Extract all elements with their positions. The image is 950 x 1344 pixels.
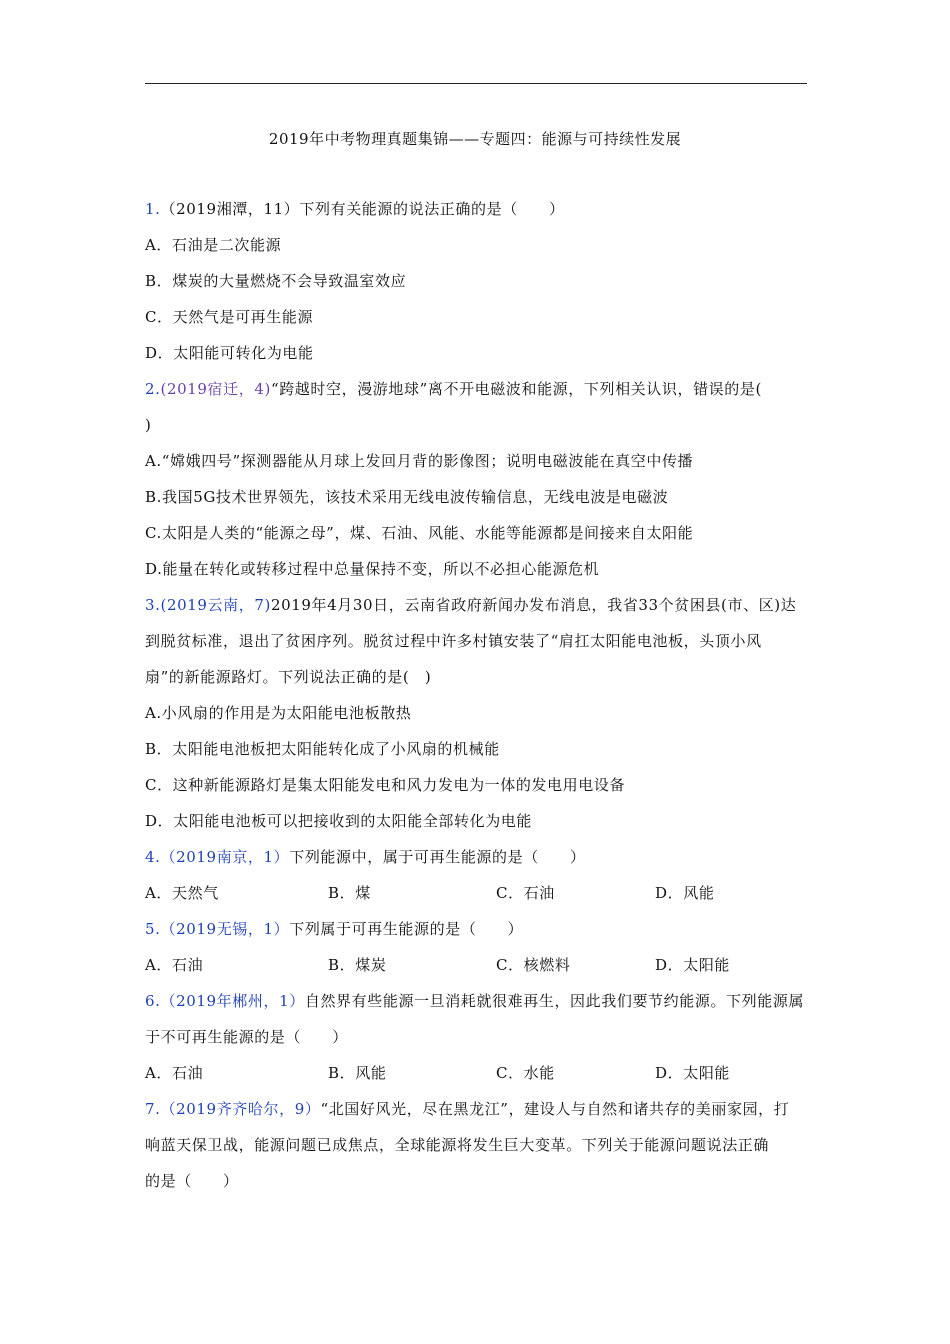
question-source: （2019无锡，1） [160, 920, 290, 938]
options-row [145, 1062, 807, 1098]
question-1-stem [145, 198, 807, 234]
header-rule [145, 83, 807, 84]
option: B.我国5G技术世界领先，该技术采用无线电波传输信息，无线电波是电磁波 [145, 488, 669, 506]
option: B．煤 [328, 884, 371, 902]
question-source: （2019南京，1） [160, 848, 290, 866]
option: A.小风扇的作用是为太阳能电池板散热 [145, 704, 412, 722]
option: A．天然气 [145, 884, 219, 902]
question-number: 3. [145, 596, 161, 614]
options-row [145, 954, 807, 990]
option: D．风能 [655, 884, 715, 902]
option: D.能量在转化或转移过程中总量保持不变，所以不必担心能源危机 [145, 560, 600, 578]
question-text: 2019年4月30日，云南省政府新闻办发布消息，我省33个贫困县(市、区)达 [270, 596, 797, 614]
question-number: 7. [145, 1100, 161, 1118]
question-text: “跨越时空，漫游地球”离不开电磁波和能源，下列相关认识，错误的是( [270, 380, 762, 398]
option: C．这种新能源路灯是集太阳能发电和风力发电为一体的发电用电设备 [145, 776, 626, 794]
option: B．太阳能电池板把太阳能转化成了小风扇的机械能 [145, 740, 500, 758]
question-5-stem [145, 918, 807, 954]
question-3-stem [145, 594, 807, 630]
option: C.太阳是人类的“能源之母”，煤、石油、风能、水能等能源都是间接来自太阳能 [145, 524, 694, 542]
question-source: (2019宿迁，4) [160, 380, 271, 398]
question-text: 自然界有些能源一旦消耗就很难再生，因此我们要节约能源。下列能源属 [304, 992, 805, 1010]
option: A．石油是二次能源 [145, 236, 282, 254]
option: C．核燃料 [496, 956, 571, 974]
question-text-continued: ) [145, 416, 152, 434]
question-number: 4. [145, 848, 161, 866]
question-source: (2019云南，7) [160, 596, 271, 614]
question-number: 2. [145, 380, 161, 398]
page-title: 2019年中考物理真题集锦——专题四：能源与可持续性发展 [268, 130, 682, 148]
question-text: “北国好风光，尽在黑龙江”，建设人与自然和诸共存的美丽家园，打 [320, 1100, 790, 1118]
option: C．水能 [496, 1064, 555, 1082]
question-4-stem [145, 846, 807, 882]
question-text: 下列有关能源的说法正确的是（ ） [299, 200, 565, 218]
question-6-stem [145, 990, 807, 1026]
option: D．太阳能 [655, 956, 731, 974]
option: A．石油 [145, 956, 204, 974]
question-source: （2019齐齐哈尔，9） [160, 1100, 321, 1118]
question-list [145, 198, 807, 1206]
question-source: （2019年郴州，1） [160, 992, 305, 1010]
question-text-continued: 的是（ ） [145, 1172, 239, 1190]
question-text-continued: 扇”的新能源路灯。下列说法正确的是( ) [145, 668, 432, 686]
option: A.“嫦娥四号”探测器能从月球上发回月背的影像图；说明电磁波能在真空中传播 [145, 452, 694, 470]
question-text-continued: 于不可再生能源的是（ ） [145, 1028, 348, 1046]
question-number: 5. [145, 920, 161, 938]
question-text: 下列能源中，属于可再生能源的是（ ） [289, 848, 586, 866]
options-row [145, 882, 807, 918]
question-source: （2019湘潭，11） [160, 200, 300, 218]
option: A．石油 [145, 1064, 204, 1082]
question-number: 1. [145, 200, 161, 218]
option: C．天然气是可再生能源 [145, 308, 314, 326]
option: C．石油 [496, 884, 555, 902]
option: D．太阳能电池板可以把接收到的太阳能全部转化为电能 [145, 812, 533, 830]
option: D．太阳能 [655, 1064, 731, 1082]
question-2-stem [145, 378, 807, 414]
option: B．煤炭的大量燃烧不会导致温室效应 [145, 272, 407, 290]
question-number: 6. [145, 992, 161, 1010]
question-7-stem [145, 1098, 807, 1134]
option: B．风能 [328, 1064, 387, 1082]
option: B．煤炭 [328, 956, 387, 974]
question-text-continued: 响蓝天保卫战，能源问题已成焦点，全球能源将发生巨大变革。下列关于能源问题说法正确 [145, 1136, 770, 1154]
option: D．太阳能可转化为电能 [145, 344, 314, 362]
question-text: 下列属于可再生能源的是（ ） [289, 920, 524, 938]
question-text-continued: 到脱贫标准，退出了贫困序列。脱贫过程中许多村镇安装了“肩扛太阳能电池板，头顶小风 [145, 632, 762, 650]
